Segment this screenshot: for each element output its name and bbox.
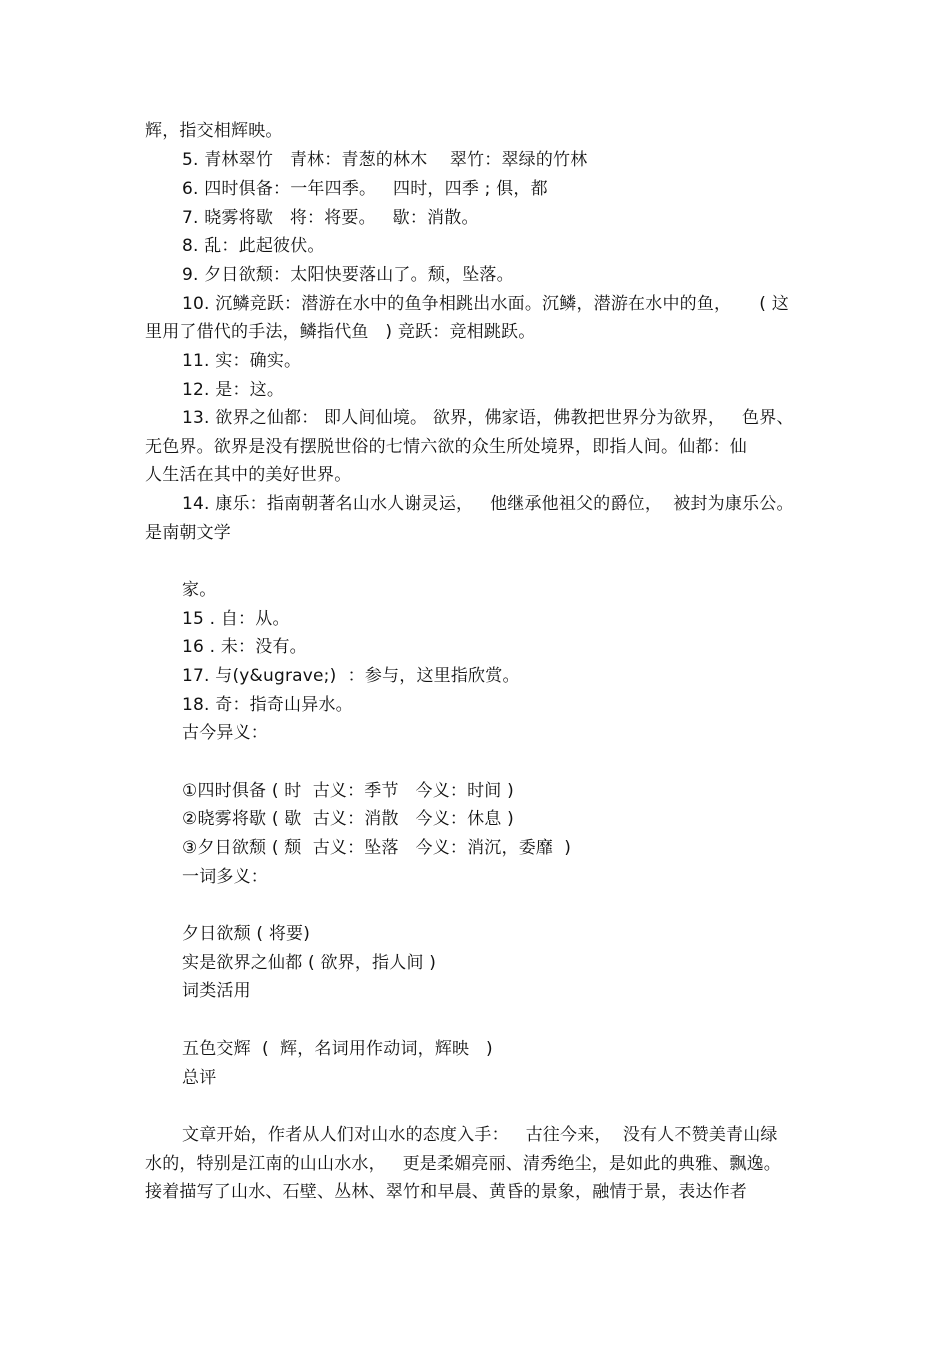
text-line: ①四时俱备 ( 时 古义：季节 今义：时间 ) <box>182 781 514 801</box>
text-line: 实是欲界之仙都 ( 欲界，指人间 ) <box>182 953 437 973</box>
text-line: 10. 沉鳞竞跃：潜游在水中的鱼争相跳出水面。沉鳞，潜游在水中的鱼， ( 这 <box>182 294 789 314</box>
text-line: ③夕日欲颓 ( 颓 古义：坠落 今义：消沉，委靡 ) <box>182 838 572 858</box>
section-heading: 一词多义： <box>182 867 268 887</box>
text-line: 15 . 自：从。 <box>182 609 290 629</box>
text-line: 辉，指交相辉映。 <box>145 121 283 141</box>
text-line: 夕日欲颓 ( 将要) <box>182 924 311 944</box>
text-line: ②晓雾将歇 ( 歇 古义：消散 今义：休息 ) <box>182 809 514 829</box>
text-line: 7. 晓雾将歇 将：将要。 歇：消散。 <box>182 208 479 228</box>
text-line: 8. 乱：此起彼伏。 <box>182 236 325 256</box>
text-line: 14. 康乐：指南朝著名山水人谢灵运， 他继承他祖父的爵位， 被封为康乐公。 <box>182 494 794 514</box>
text-line: 12. 是：这。 <box>182 380 285 400</box>
text-line: 接着描写了山水、石壁、丛林、翠竹和早晨、黄昏的景象，融情于景，表达作者 <box>145 1182 747 1202</box>
text-line: 五色交辉 ( 辉，名词用作动词，辉映 ) <box>182 1039 493 1059</box>
text-line: 人生活在其中的美好世界。 <box>145 465 352 485</box>
text-line: 文章开始，作者从人们对山水的态度入手： 古往今来， 没有人不赞美青山绿 <box>182 1125 778 1145</box>
text-line: 无色界。欲界是没有摆脱世俗的七情六欲的众生所处境界，即指人间。仙都：仙 <box>145 437 747 457</box>
text-line: 6. 四时俱备：一年四季。 四时，四季 ; 俱，都 <box>182 179 548 199</box>
text-line: 11. 实：确实。 <box>182 351 302 371</box>
section-heading: 词类活用 <box>182 981 251 1001</box>
text-line: 5. 青林翠竹 青林：青葱的林木 翠竹：翠绿的竹林 <box>182 150 588 170</box>
text-line: 9. 夕日欲颓：太阳快要落山了。颓，坠落。 <box>182 265 514 285</box>
text-line: 里用了借代的手法，鳞指代鱼 ) 竞跃：竞相跳跃。 <box>145 322 536 342</box>
section-heading: 总评 <box>182 1068 217 1088</box>
text-line: 16 . 未：没有。 <box>182 637 307 657</box>
section-heading: 古今异义： <box>182 723 268 743</box>
text-line: 家。 <box>182 580 217 600</box>
text-line: 13. 欲界之仙都： 即人间仙境。 欲界，佛家语，佛教把世界分为欲界， 色界、 <box>182 408 794 428</box>
text-line: 17. 与(y&ugrave;) ：参与，这里指欣赏。 <box>182 666 520 686</box>
text-line: 18. 奇：指奇山异水。 <box>182 695 353 715</box>
text-line: 是南朝文学 <box>145 523 231 543</box>
text-line: 水的，特别是江南的山山水水， 更是柔媚亮丽、清秀绝尘，是如此的典雅、飘逸。 <box>145 1154 782 1174</box>
